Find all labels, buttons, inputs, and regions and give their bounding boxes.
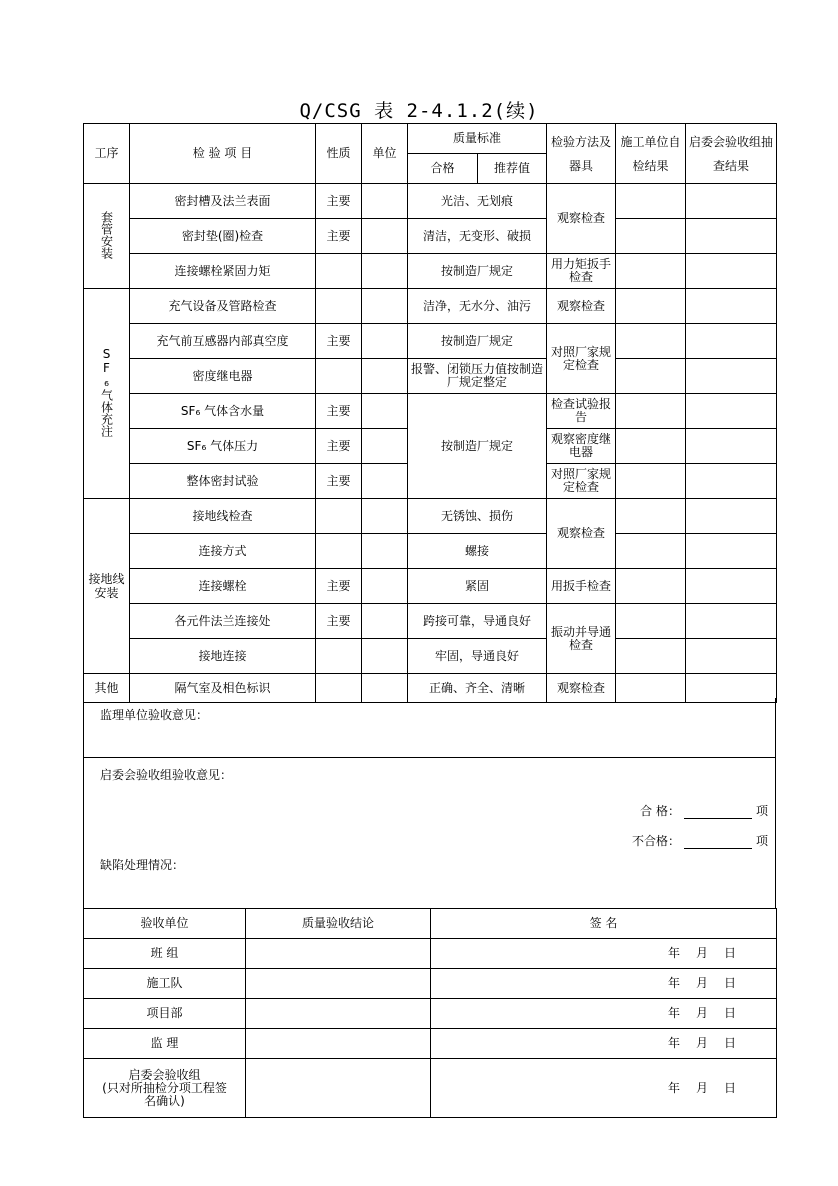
method-cell: 用扳手检查	[547, 569, 616, 604]
method-cell: 检查试验报告	[547, 394, 616, 429]
unit-cell	[362, 184, 408, 219]
signature-cell[interactable]	[431, 969, 777, 999]
spot-check-cell[interactable]	[686, 184, 777, 219]
nature-cell	[316, 289, 362, 324]
unqualified-label: 不合格：	[631, 834, 680, 848]
standard-cell: 牢固，导通良好	[408, 639, 547, 674]
method-cell: 观察检查	[547, 289, 616, 324]
date-fields	[660, 1081, 744, 1095]
self-check-cell[interactable]	[616, 289, 686, 324]
standard-cell: 跨接可靠，导通良好	[408, 604, 547, 639]
method-cell: 观察检查	[547, 674, 616, 703]
sign-unit-cell: 启委会验收组 (只对所抽检分项工程签名确认)	[84, 1059, 246, 1118]
sign-header-signature: 签 名	[431, 909, 777, 939]
nature-cell: 主要	[316, 464, 362, 499]
self-check-cell[interactable]	[616, 429, 686, 464]
date-year: 年	[667, 1080, 680, 1095]
self-check-cell[interactable]	[616, 499, 686, 534]
signature-cell[interactable]	[431, 1029, 777, 1059]
date-day: 日	[723, 1080, 736, 1095]
nature-cell	[316, 254, 362, 289]
method-cell: 振动并导通检查	[547, 604, 616, 674]
method-cell: 观察检查	[547, 184, 616, 254]
self-check-cell[interactable]	[616, 219, 686, 254]
self-check-cell[interactable]	[616, 184, 686, 219]
sign-unit-cell: 施工队	[84, 969, 246, 999]
signature-table	[83, 908, 777, 1118]
date-fields	[660, 1036, 744, 1050]
date-fields	[660, 946, 744, 960]
standard-cell: 正确、齐全、清晰	[408, 674, 547, 703]
method-cell: 对照厂家规定检查	[547, 324, 616, 394]
sign-unit-cell: 班 组	[84, 939, 246, 969]
header-qualified: 合格	[408, 154, 478, 184]
spot-check-cell[interactable]	[686, 569, 777, 604]
date-year: 年	[667, 946, 680, 960]
page-title: Q/CSG 表 2-4.1.2(续)	[299, 100, 539, 122]
nature-cell	[316, 534, 362, 569]
unqualified-blank[interactable]	[684, 836, 752, 849]
unit-cell	[362, 359, 408, 394]
spot-check-cell[interactable]	[686, 429, 777, 464]
date-day: 日	[723, 1006, 736, 1020]
unqualified-count	[628, 832, 768, 849]
self-check-cell[interactable]	[616, 569, 686, 604]
nature-cell: 主要	[316, 184, 362, 219]
spot-check-cell[interactable]	[686, 359, 777, 394]
qualified-label: 合 格：	[640, 804, 680, 818]
process-label: 套管安装	[99, 210, 114, 259]
date-month: 月	[695, 1080, 708, 1095]
committee-opinion-box[interactable]	[83, 758, 776, 909]
conclusion-cell[interactable]	[246, 999, 431, 1029]
signature-cell[interactable]	[431, 999, 777, 1029]
date-month: 月	[695, 1006, 708, 1020]
signature-cell[interactable]	[431, 1059, 777, 1118]
process-label: SF₆气体充注	[99, 347, 114, 437]
item-cell: 各元件法兰连接处	[130, 604, 316, 639]
item-cell: 密封垫(圈)检查	[130, 219, 316, 254]
date-fields	[660, 1006, 744, 1020]
qualified-count	[628, 802, 768, 819]
standard-cell: 螺接	[408, 534, 547, 569]
header-item: 检 验 项 目	[130, 124, 316, 184]
committee-label: 启委会验收组验收意见：	[100, 768, 233, 782]
spot-check-cell[interactable]	[686, 604, 777, 639]
method-cell: 观察检查	[547, 499, 616, 569]
self-check-cell[interactable]	[616, 534, 686, 569]
unqualified-unit: 项	[756, 834, 769, 848]
date-year: 年	[667, 1006, 680, 1020]
supervision-label: 监理单位验收意见：	[100, 708, 209, 722]
spot-check-cell[interactable]	[686, 254, 777, 289]
spot-check-cell[interactable]	[686, 464, 777, 499]
standard-cell: 洁净，无水分、油污	[408, 289, 547, 324]
date-month: 月	[695, 976, 708, 990]
item-cell: 连接螺栓紧固力矩	[130, 254, 316, 289]
date-day: 日	[723, 1036, 736, 1050]
process-cell: 其他	[84, 674, 130, 703]
unit-cell	[362, 604, 408, 639]
process-cell: 接地线安装	[84, 499, 130, 674]
supervision-opinion-box[interactable]	[83, 698, 776, 758]
method-cell: 观察密度继电器	[547, 429, 616, 464]
header-spot-check: 启委会验收组抽查结果	[686, 124, 777, 184]
standard-cell: 无锈蚀、损伤	[408, 499, 547, 534]
process-cell	[84, 289, 130, 499]
date-day: 日	[723, 976, 736, 990]
self-check-cell[interactable]	[616, 254, 686, 289]
item-cell: 密度继电器	[130, 359, 316, 394]
nature-cell	[316, 359, 362, 394]
qualified-blank[interactable]	[684, 806, 752, 819]
item-cell: 整体密封试验	[130, 464, 316, 499]
sign-unit-cell: 项目部	[84, 999, 246, 1029]
self-check-cell[interactable]	[616, 639, 686, 674]
nature-cell: 主要	[316, 604, 362, 639]
conclusion-cell[interactable]	[246, 1029, 431, 1059]
spot-check-cell[interactable]	[686, 219, 777, 254]
header-recommended: 推荐值	[478, 154, 547, 184]
unit-cell	[362, 534, 408, 569]
spot-check-cell[interactable]	[686, 534, 777, 569]
nature-cell: 主要	[316, 324, 362, 359]
date-day: 日	[723, 946, 736, 960]
item-cell: 连接方式	[130, 534, 316, 569]
qualified-unit: 项	[756, 804, 769, 818]
unit-cell	[362, 429, 408, 464]
conclusion-cell[interactable]	[246, 1059, 431, 1118]
date-fields	[660, 976, 744, 990]
sign-unit-cell: 监 理	[84, 1029, 246, 1059]
unit-cell	[362, 219, 408, 254]
item-cell: 连接螺栓	[130, 569, 316, 604]
sign-header-unit: 验收单位	[84, 909, 246, 939]
standard-cell: 光洁、无划痕	[408, 184, 547, 219]
unit-cell	[362, 464, 408, 499]
date-month: 月	[695, 1036, 708, 1050]
spot-check-cell[interactable]	[686, 499, 777, 534]
standard-cell: 报警、闭锁压力值按制造厂规定整定	[408, 359, 547, 394]
unit-cell	[362, 254, 408, 289]
sign-header-conclusion: 质量验收结论	[246, 909, 431, 939]
date-month: 月	[695, 946, 708, 960]
item-cell: SF₆ 气体压力	[130, 429, 316, 464]
item-cell: 接地线检查	[130, 499, 316, 534]
conclusion-cell[interactable]	[246, 969, 431, 999]
item-cell: 隔气室及相色标识	[130, 674, 316, 703]
nature-cell	[316, 499, 362, 534]
unit-cell	[362, 289, 408, 324]
standard-cell: 紧固	[408, 569, 547, 604]
nature-cell: 主要	[316, 429, 362, 464]
defect-label: 缺陷处理情况：	[100, 858, 185, 872]
standard-cell: 清洁，无变形、破损	[408, 219, 547, 254]
method-cell: 用力矩扳手检查	[547, 254, 616, 289]
unit-cell	[362, 394, 408, 429]
header-nature: 性质	[316, 124, 362, 184]
unit-cell	[362, 499, 408, 534]
spot-check-cell[interactable]	[686, 394, 777, 429]
item-cell: 接地连接	[130, 639, 316, 674]
date-year: 年	[667, 1036, 680, 1050]
item-cell: SF₆ 气体含水量	[130, 394, 316, 429]
header-method: 检验方法及器具	[547, 124, 616, 184]
self-check-cell[interactable]	[616, 324, 686, 359]
date-year: 年	[667, 976, 680, 990]
unit-cell	[362, 324, 408, 359]
self-check-cell[interactable]	[616, 359, 686, 394]
conclusion-cell[interactable]	[246, 939, 431, 969]
item-cell: 密封槽及法兰表面	[130, 184, 316, 219]
spot-check-cell[interactable]	[686, 639, 777, 674]
self-check-cell[interactable]	[616, 394, 686, 429]
header-process: 工序	[84, 124, 130, 184]
spot-check-cell[interactable]	[686, 289, 777, 324]
header-self-check: 施工单位自检结果	[616, 124, 686, 184]
method-cell: 对照厂家规定检查	[547, 464, 616, 499]
unit-cell	[362, 639, 408, 674]
nature-cell: 主要	[316, 394, 362, 429]
header-unit: 单位	[362, 124, 408, 184]
nature-cell: 主要	[316, 569, 362, 604]
inspection-table	[83, 123, 777, 703]
standard-cell: 按制造厂规定	[408, 254, 547, 289]
unit-cell	[362, 569, 408, 604]
nature-cell: 主要	[316, 219, 362, 254]
header-standard: 质量标准	[408, 124, 547, 154]
signature-cell[interactable]	[431, 939, 777, 969]
standard-cell: 按制造厂规定	[408, 394, 547, 499]
item-cell: 充气设备及管路检查	[130, 289, 316, 324]
nature-cell	[316, 639, 362, 674]
process-cell	[84, 184, 130, 289]
spot-check-cell[interactable]	[686, 324, 777, 359]
self-check-cell[interactable]	[616, 464, 686, 499]
self-check-cell[interactable]	[616, 604, 686, 639]
standard-cell: 按制造厂规定	[408, 324, 547, 359]
item-cell: 充气前互感器内部真空度	[130, 324, 316, 359]
